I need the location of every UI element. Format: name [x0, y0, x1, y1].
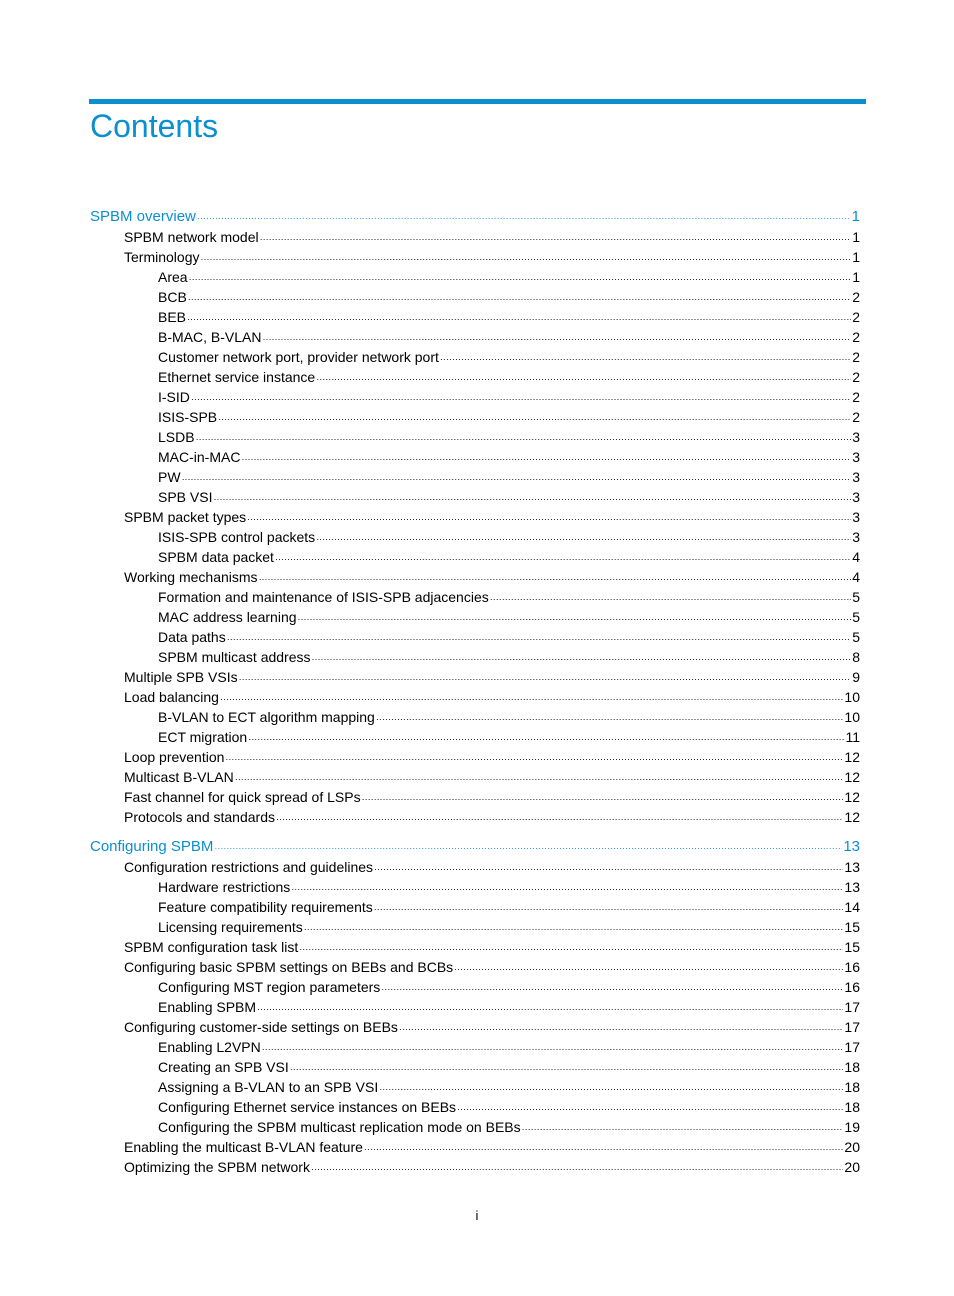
toc-entry-page: 2 — [852, 409, 860, 425]
toc-leader-dots — [316, 529, 851, 549]
toc-chapter-entry[interactable] — [90, 207, 860, 227]
toc-entry-label: SPBM configuration task list — [124, 939, 299, 955]
toc-entry-page: 2 — [852, 389, 860, 405]
toc-entry[interactable] — [90, 1097, 860, 1117]
toc-entry-label: LSDB — [158, 429, 195, 445]
toc-entry[interactable] — [90, 647, 860, 667]
toc-leader-dots — [189, 269, 852, 289]
toc-entry[interactable] — [90, 247, 860, 267]
toc-leader-dots — [522, 1119, 844, 1139]
toc-entry-page: 3 — [852, 489, 860, 505]
toc-leader-dots — [262, 329, 851, 349]
toc-entry-label: Configuring MST region parameters — [158, 979, 381, 995]
toc-entry-page: 18 — [844, 1079, 860, 1095]
toc-leader-dots — [276, 809, 843, 829]
toc-entry-page: 17 — [844, 1019, 860, 1035]
toc-entry-page: 5 — [852, 589, 860, 605]
toc-entry-label: Assigning a B-VLAN to an SPB VSI — [158, 1079, 379, 1095]
toc-entry-label: BEB — [158, 309, 187, 325]
toc-leader-dots — [298, 609, 852, 629]
toc-leader-dots — [248, 729, 844, 749]
page-number: i — [475, 1208, 479, 1223]
toc-entry-label: Multiple SPB VSIs — [124, 669, 238, 685]
toc-entry-label: SPBM multicast address — [158, 649, 311, 665]
toc-entry-label: Optimizing the SPBM network — [124, 1159, 310, 1175]
toc-entry-page: 15 — [844, 919, 860, 935]
toc-leader-dots — [259, 569, 852, 589]
toc-entry[interactable] — [90, 447, 860, 467]
toc-entry[interactable] — [90, 857, 860, 877]
toc-leader-dots — [457, 1099, 843, 1119]
toc-chapter-entry[interactable] — [90, 837, 860, 857]
toc-entry[interactable] — [90, 1057, 860, 1077]
toc-entry[interactable] — [90, 807, 860, 827]
toc-entry[interactable] — [90, 547, 860, 567]
toc-entry[interactable] — [90, 727, 860, 747]
toc-leader-dots — [191, 389, 851, 409]
toc-entry[interactable] — [90, 707, 860, 727]
toc-entry-label: SPB VSI — [158, 489, 213, 505]
toc-entry-page: 13 — [844, 859, 860, 875]
toc-leader-dots — [440, 349, 851, 369]
toc-leader-dots — [299, 939, 843, 959]
toc-entry[interactable] — [90, 1157, 860, 1177]
toc-entry[interactable] — [90, 327, 860, 347]
page-title: Contents — [90, 108, 219, 144]
toc-entry[interactable] — [90, 667, 860, 687]
toc-entry-page: 16 — [844, 959, 860, 975]
toc-entry-label: Multicast B-VLAN — [124, 769, 234, 785]
toc-entry-label: Licensing requirements — [158, 919, 303, 935]
toc-entry-label: MAC address learning — [158, 609, 297, 625]
toc-entry-label: SPBM packet types — [124, 509, 247, 525]
toc-leader-dots — [364, 1139, 844, 1159]
toc-leader-dots — [227, 629, 851, 649]
toc-entry-label: Enabling L2VPN — [158, 1039, 261, 1055]
toc-entry[interactable] — [90, 387, 860, 407]
toc-entry-page: 12 — [844, 809, 860, 825]
toc-leader-dots — [182, 469, 852, 489]
toc-entry-page: 3 — [852, 449, 860, 465]
toc-entry-page: 2 — [852, 309, 860, 325]
toc-entry-page: 8 — [852, 649, 860, 665]
toc-leader-dots — [312, 649, 852, 669]
toc-leader-dots — [225, 749, 843, 769]
toc-entry-label: Terminology — [124, 249, 200, 265]
toc-entry-page: 3 — [852, 529, 860, 545]
toc-entry-page: 3 — [852, 469, 860, 485]
toc-entry-label: SPBM data packet — [158, 549, 274, 565]
toc-entry[interactable] — [90, 977, 860, 997]
toc-leader-dots — [257, 999, 843, 1019]
toc-entry-label: Configuring the SPBM multicast replication mode on BEBs — [158, 1119, 521, 1135]
toc-entry-page: 11 — [845, 729, 860, 745]
toc-leader-dots — [214, 838, 842, 858]
toc-entry-label: Configuring customer-side settings on BEBs — [124, 1019, 398, 1035]
toc-entry-page: 12 — [844, 769, 860, 785]
toc-entry[interactable] — [90, 917, 860, 937]
toc-entry-page: 19 — [844, 1119, 860, 1135]
toc-entry[interactable] — [90, 997, 860, 1017]
toc-entry-page: 20 — [844, 1159, 860, 1175]
toc-leader-dots — [213, 489, 851, 509]
toc-entry[interactable] — [90, 957, 860, 977]
toc-entry-page: 2 — [852, 369, 860, 385]
toc-leader-dots — [197, 208, 851, 228]
toc-entry[interactable] — [90, 347, 860, 367]
toc-leader-dots — [490, 589, 851, 609]
toc-entry-label: Formation and maintenance of ISIS-SPB adjacencies — [158, 589, 489, 605]
toc-leader-dots — [381, 979, 843, 999]
toc-entry-label: Configuring SPBM — [90, 838, 214, 855]
toc-entry-page: 3 — [852, 429, 860, 445]
toc-entry-page: 17 — [844, 1039, 860, 1055]
toc-entry[interactable] — [90, 1017, 860, 1037]
toc-entry-label: MAC-in-MAC — [158, 449, 241, 465]
toc-entry-page: 1 — [851, 208, 860, 225]
toc-entry[interactable] — [90, 897, 860, 917]
toc-entry-label: Customer network port, provider network port — [158, 349, 439, 365]
toc-leader-dots — [311, 1159, 843, 1179]
toc-leader-dots — [188, 289, 851, 309]
toc-entry-label: ECT migration — [158, 729, 248, 745]
toc-entry[interactable] — [90, 1137, 860, 1157]
toc-entry-label: Configuring Ethernet service instances on BEBs — [158, 1099, 457, 1115]
toc-entry-page: 12 — [844, 789, 860, 805]
toc-leader-dots — [374, 899, 844, 919]
toc-leader-dots — [262, 1039, 844, 1059]
toc-entry-label: Configuration restrictions and guidelines — [124, 859, 374, 875]
toc-entry-label: B-MAC, B-VLAN — [158, 329, 262, 345]
toc-entry[interactable] — [90, 427, 860, 447]
toc-entry-page: 3 — [852, 509, 860, 525]
toc-entry-page: 1 — [852, 269, 860, 285]
toc-entry-label: Working mechanisms — [124, 569, 258, 585]
toc-entry[interactable] — [90, 467, 860, 487]
toc-entry-page: 4 — [852, 569, 860, 585]
toc-entry[interactable] — [90, 937, 860, 957]
toc-leader-dots — [379, 1079, 843, 1099]
toc-entry-label: ISIS-SPB control packets — [158, 529, 316, 545]
toc-leader-dots — [291, 879, 843, 899]
toc-entry-label: Enabling SPBM — [158, 999, 257, 1015]
toc-entry[interactable] — [90, 267, 860, 287]
toc-entry-page: 1 — [852, 229, 860, 245]
toc-leader-dots — [304, 919, 844, 939]
toc-entry-page: 10 — [844, 709, 860, 725]
table-of-contents — [90, 207, 860, 1177]
toc-entry-page: 5 — [852, 629, 860, 645]
toc-leader-dots — [196, 429, 852, 449]
toc-entry-page: 17 — [844, 999, 860, 1015]
toc-leader-dots — [316, 369, 851, 389]
toc-entry[interactable] — [90, 307, 860, 327]
toc-entry-page: 5 — [852, 609, 860, 625]
toc-entry-label: Creating an SPB VSI — [158, 1059, 289, 1075]
toc-leader-dots — [200, 249, 851, 269]
toc-entry-page: 13 — [844, 879, 860, 895]
toc-leader-dots — [275, 549, 851, 569]
toc-entry-page: 2 — [852, 289, 860, 305]
toc-leader-dots — [241, 449, 851, 469]
toc-leader-dots — [399, 1019, 844, 1039]
toc-entry-page: 10 — [844, 689, 860, 705]
toc-entry-page: 20 — [844, 1139, 860, 1155]
toc-entry-label: B-VLAN to ECT algorithm mapping — [158, 709, 375, 725]
toc-entry-page: 18 — [844, 1059, 860, 1075]
toc-entry-label: PW — [158, 469, 181, 485]
toc-entry-page: 4 — [852, 549, 860, 565]
toc-entry[interactable] — [90, 607, 860, 627]
toc-entry-label: Loop prevention — [124, 749, 225, 765]
toc-entry[interactable] — [90, 767, 860, 787]
toc-entry-label: SPBM overview — [90, 208, 196, 225]
toc-leader-dots — [376, 709, 844, 729]
toc-entry-page: 18 — [844, 1099, 860, 1115]
toc-leader-dots — [290, 1059, 844, 1079]
toc-entry[interactable] — [90, 1077, 860, 1097]
toc-entry-label: Configuring basic SPBM settings on BEBs and BCBs — [124, 959, 454, 975]
toc-entry[interactable] — [90, 487, 860, 507]
toc-entry-page: 2 — [852, 349, 860, 365]
toc-entry-label: I-SID — [158, 389, 190, 405]
toc-entry-label: BCB — [158, 289, 187, 305]
toc-leader-dots — [260, 229, 852, 249]
toc-entry-label: Fast channel for quick spread of LSPs — [124, 789, 361, 805]
toc-entry-label: Protocols and standards — [124, 809, 275, 825]
toc-entry-label: Enabling the multicast B-VLAN feature — [124, 1139, 363, 1155]
toc-entry-page: 2 — [852, 329, 860, 345]
toc-entry-label: Feature compatibility requirements — [158, 899, 373, 915]
toc-entry[interactable] — [90, 747, 860, 767]
toc-entry[interactable] — [90, 687, 860, 707]
header-rule — [89, 99, 866, 104]
toc-entry[interactable] — [90, 1037, 860, 1057]
toc-leader-dots — [239, 669, 852, 689]
toc-entry-page: 16 — [844, 979, 860, 995]
toc-entry-label: Ethernet service instance — [158, 369, 316, 385]
toc-entry-page: 9 — [852, 669, 860, 685]
toc-entry[interactable] — [90, 627, 860, 647]
toc-entry-label: ISIS-SPB — [158, 409, 218, 425]
toc-entry-page: 1 — [852, 249, 860, 265]
toc-entry[interactable] — [90, 587, 860, 607]
toc-entry[interactable] — [90, 287, 860, 307]
toc-entry-label: Area — [158, 269, 188, 285]
toc-leader-dots — [247, 509, 851, 529]
toc-leader-dots — [362, 789, 844, 809]
toc-entry[interactable] — [90, 877, 860, 897]
toc-leader-dots — [235, 769, 844, 789]
toc-entry-page: 15 — [844, 939, 860, 955]
toc-entry-page: 14 — [844, 899, 860, 915]
toc-entry-label: Data paths — [158, 629, 226, 645]
toc-leader-dots — [220, 689, 843, 709]
toc-entry[interactable] — [90, 567, 860, 587]
toc-entry[interactable] — [90, 1117, 860, 1137]
toc-entry-page: 13 — [843, 838, 860, 855]
toc-entry-page: 12 — [844, 749, 860, 765]
toc-entry[interactable] — [90, 227, 860, 247]
toc-entry[interactable] — [90, 367, 860, 387]
toc-leader-dots — [454, 959, 843, 979]
toc-entry[interactable] — [90, 507, 860, 527]
toc-leader-dots — [218, 409, 851, 429]
toc-entry-label: SPBM network model — [124, 229, 259, 245]
toc-entry[interactable] — [90, 407, 860, 427]
toc-entry[interactable] — [90, 527, 860, 547]
toc-leader-dots — [374, 859, 843, 879]
toc-leader-dots — [187, 309, 851, 329]
toc-entry-label: Hardware restrictions — [158, 879, 291, 895]
toc-entry-label: Load balancing — [124, 689, 219, 705]
toc-entry[interactable] — [90, 787, 860, 807]
